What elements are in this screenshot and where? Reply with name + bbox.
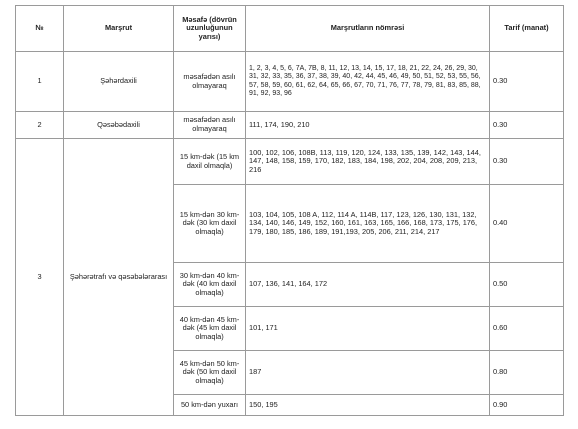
route-numbers: 187 bbox=[246, 351, 490, 395]
tariff-value: 0.50 bbox=[490, 263, 564, 307]
route-name: Qəsəbədaxili bbox=[64, 112, 174, 139]
route-numbers: 150, 195 bbox=[246, 395, 490, 416]
header-numbers: Marşrutların nömrəsi bbox=[246, 6, 490, 52]
tariff-value: 0.90 bbox=[490, 395, 564, 416]
header-route: Marşrut bbox=[64, 6, 174, 52]
distance-cell: 30 km-dən 40 km-dək (40 km daxil olmaqla) bbox=[174, 263, 246, 307]
route-numbers: 103, 104, 105, 108 A, 112, 114 A, 114B, 117, 123, 126, 130, 131, 132, 134, 140, 146, 149, 152, 160, 161, 163, 165, 166, 168, 173, 175, 176, 179, 180, 185, 186, 189, 191,193, 205, 206, 211, 214, 217 bbox=[246, 185, 490, 263]
distance-cell: məsafədən asılı olmayaraq bbox=[174, 52, 246, 112]
table-row bbox=[16, 139, 564, 185]
route-numbers: 1, 2, 3, 4, 5, 6, 7A, 7B, 8, 11, 12, 13, 14, 15, 17, 18, 21, 22, 24, 26, 29, 30, 31, 32, 33, 35, 36, 37, 38, 39, 40, 42, 44, 45, 46, 49, 50, 51, 52, 53, 55, 56, 57, 58, 59, 60, 61, 62, 64, 65, 66, 67, 70, 71, 76, 77, 78, 79, 81, 83, 85, 88, 91, 92, 93, 96 bbox=[246, 52, 490, 112]
row-no: 2 bbox=[16, 112, 64, 139]
header-row bbox=[16, 6, 564, 52]
table-row bbox=[16, 112, 564, 139]
tariff-value: 0.30 bbox=[490, 139, 564, 185]
header-no: № bbox=[16, 6, 64, 52]
distance-cell: 40 km-dən 45 km-dək (45 km daxil olmaqla) bbox=[174, 307, 246, 351]
distance-cell: 15 km-dək (15 km daxil olmaqla) bbox=[174, 139, 246, 185]
distance-cell: məsafədən asılı olmayaraq bbox=[174, 112, 246, 139]
tariff-value: 0.30 bbox=[490, 112, 564, 139]
tariff-value: 0.30 bbox=[490, 52, 564, 112]
header-distance: Məsafə (dövrün uzunluğunun yarısı) bbox=[174, 6, 246, 52]
table-row bbox=[16, 52, 564, 112]
header-tariff: Tarif (manat) bbox=[490, 6, 564, 52]
distance-cell: 50 km-dən yuxarı bbox=[174, 395, 246, 416]
route-numbers: 101, 171 bbox=[246, 307, 490, 351]
row-no: 3 bbox=[16, 139, 64, 416]
tariff-value: 0.40 bbox=[490, 185, 564, 263]
route-name: Şəhərdaxili bbox=[64, 52, 174, 112]
distance-cell: 15 km-dən 30 km-dək (30 km daxil olmaqla) bbox=[174, 185, 246, 263]
row-no: 1 bbox=[16, 52, 64, 112]
route-numbers: 111, 174, 190, 210 bbox=[246, 112, 490, 139]
tariff-value: 0.80 bbox=[490, 351, 564, 395]
route-numbers: 107, 136, 141, 164, 172 bbox=[246, 263, 490, 307]
tariff-value: 0.60 bbox=[490, 307, 564, 351]
distance-cell: 45 km-dən 50 km-dək (50 km daxil olmaqla) bbox=[174, 351, 246, 395]
route-numbers: 100, 102, 106, 108B, 113, 119, 120, 124, 133, 135, 139, 142, 143, 144, 147, 148, 158, 159, 170, 182, 183, 184, 198, 202, 204, 208, 209, 213, 216 bbox=[246, 139, 490, 185]
route-name: Şəhərətrafı və qəsəbələrarası bbox=[64, 139, 174, 416]
tariff-table bbox=[15, 5, 564, 416]
